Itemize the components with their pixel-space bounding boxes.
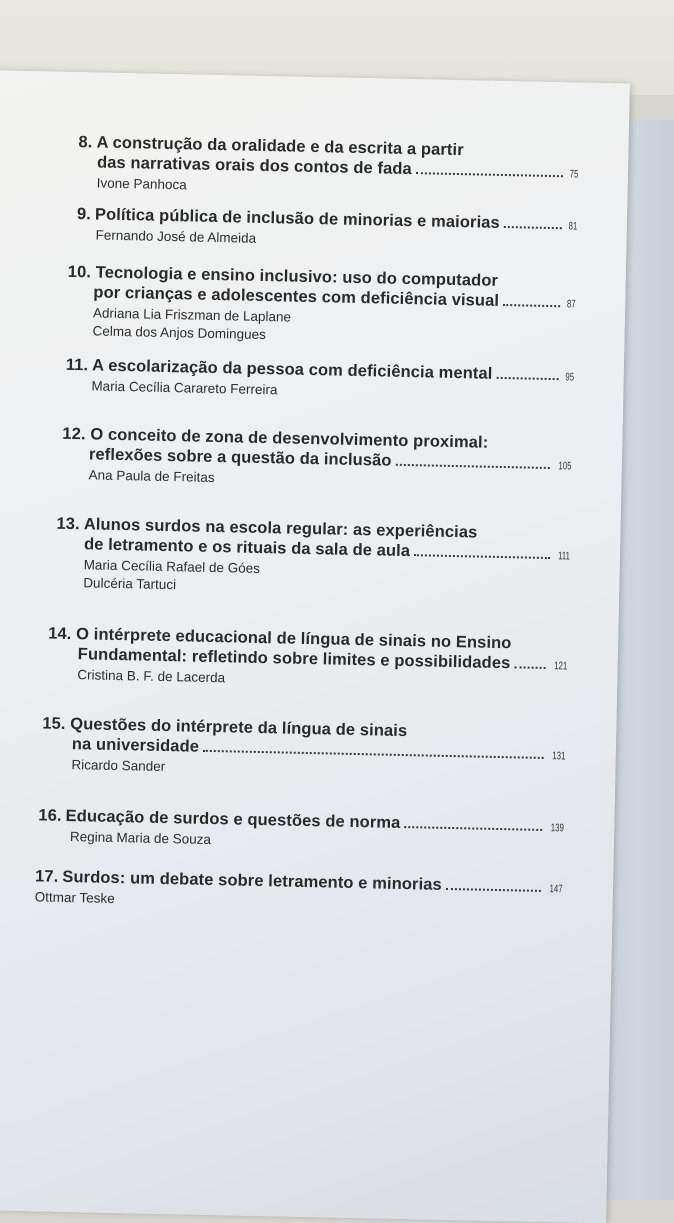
toc-entry-title-leader: de letramento e os rituais da sala de aula 111 <box>56 534 570 567</box>
dot-leader <box>414 554 550 559</box>
toc-page-number: 81 <box>568 220 577 233</box>
toc-entry-title-leader: 17. Surdos: um debate sobre letramento e minorias 147 <box>35 866 563 899</box>
toc-entry-author: Adriana Lia Friszman de Laplane <box>92 305 292 325</box>
toc-entry-author: Ottmar Teske <box>34 889 115 907</box>
dot-leader <box>504 226 562 229</box>
toc-entry-author: Fernando José de Almeida <box>95 227 257 246</box>
toc-page-number: 131 <box>552 750 566 763</box>
toc-entry <box>66 262 576 351</box>
toc-entry-number: 11. <box>65 355 89 375</box>
toc-entry-author: Celma dos Anjos Domingues <box>92 323 267 343</box>
toc-entry-number: 8. <box>78 133 93 152</box>
dot-leader <box>514 666 546 669</box>
toc-entry-author: Ivone Panhoca <box>96 175 187 193</box>
toc-entry-author: Maria Cecília Rafael de Góes <box>83 557 261 576</box>
toc-entry <box>55 514 571 603</box>
toc-entry-title-leader: Fundamental: refletindo sobre limites e possibilidades 121 <box>48 644 568 677</box>
toc-page-number: 121 <box>554 660 568 673</box>
dot-leader <box>395 464 550 469</box>
toc-entry-author: Maria Cecília Carareto Ferreira <box>91 378 278 398</box>
toc-entry <box>76 204 577 254</box>
toc-entry-author: Ricardo Sander <box>71 757 166 775</box>
toc-page-number: 139 <box>551 822 565 835</box>
toc-entry-number: 14. <box>48 624 72 644</box>
dot-leader <box>416 172 563 177</box>
toc-entry-title: 13. Alunos surdos na escola regular: as experiências <box>56 514 478 542</box>
toc-entry <box>65 355 574 406</box>
toc-entry-title: 14. O intérprete educacional de língua de sinais no Ensino <box>48 624 512 653</box>
toc-entry <box>41 713 566 784</box>
toc-entry-title-leader: 11. A escolarização da pessoa com deficiência mental 95 <box>66 355 574 388</box>
dot-leader <box>203 750 544 759</box>
toc-page-number: 105 <box>558 460 572 473</box>
toc-entry <box>38 805 565 856</box>
toc-entry <box>47 624 568 695</box>
toc-entry-number: 13. <box>56 514 80 534</box>
toc-entry-title-leader: reflexões sobre a questão da inclusão 105 <box>62 444 572 477</box>
toc-entry-number: 9. <box>76 205 92 224</box>
toc-entry <box>34 866 563 917</box>
toc-entry-title: 12. O conceito de zona de desenvolvimento proximal: <box>62 424 489 452</box>
toc-entry-author: Cristina B. F. de Lacerda <box>77 667 226 686</box>
toc-entry-number: 15. <box>42 714 66 733</box>
dot-leader <box>503 304 560 307</box>
toc-entry-author: Regina Maria de Souza <box>69 829 212 848</box>
toc-entry-author: Dulcéria Tartuci <box>83 575 177 593</box>
toc-page-number: 147 <box>549 883 564 896</box>
toc-entry-author: Ana Paula de Freitas <box>88 467 215 486</box>
toc-entry <box>61 424 572 495</box>
toc-page-number: 87 <box>566 298 576 311</box>
toc-entry-title-leader: na universidade 131 <box>42 733 566 766</box>
toc-entry-title: 15. Questões do intérprete da língua de sinais <box>42 714 408 741</box>
toc-page-number: 95 <box>564 371 574 384</box>
toc-entry-number: 12. <box>62 424 86 444</box>
toc-entry-title-leader: por crianças e adolescentes com deficiência visual 87 <box>67 282 575 315</box>
toc-entry-title-leader: das narrativas orais dos contos de fada 75 <box>78 152 578 184</box>
toc-entry <box>77 132 578 202</box>
toc-page-number: 111 <box>557 550 571 563</box>
toc-entry-title: 10. Tecnologia e ensino inclusivo: uso do computador <box>67 262 499 290</box>
toc-entry-number: 16. <box>38 806 62 825</box>
toc-entry-number: 17. <box>34 867 59 886</box>
dot-leader <box>404 826 542 831</box>
dot-leader <box>496 377 558 380</box>
toc-entry-title: 8. A construção da oralidade e da escrita a partir <box>78 133 464 160</box>
book-page <box>0 70 630 1223</box>
toc-entry-title-leader: 16. Educação de surdos e questões de norma 139 <box>38 805 564 838</box>
toc-entry-number: 10. <box>67 262 92 282</box>
dot-leader <box>446 888 542 892</box>
toc-entry-title-leader: 9. Política pública de inclusão de minorias e maiorias 81 <box>77 204 577 236</box>
toc-page-number: 75 <box>569 168 579 181</box>
